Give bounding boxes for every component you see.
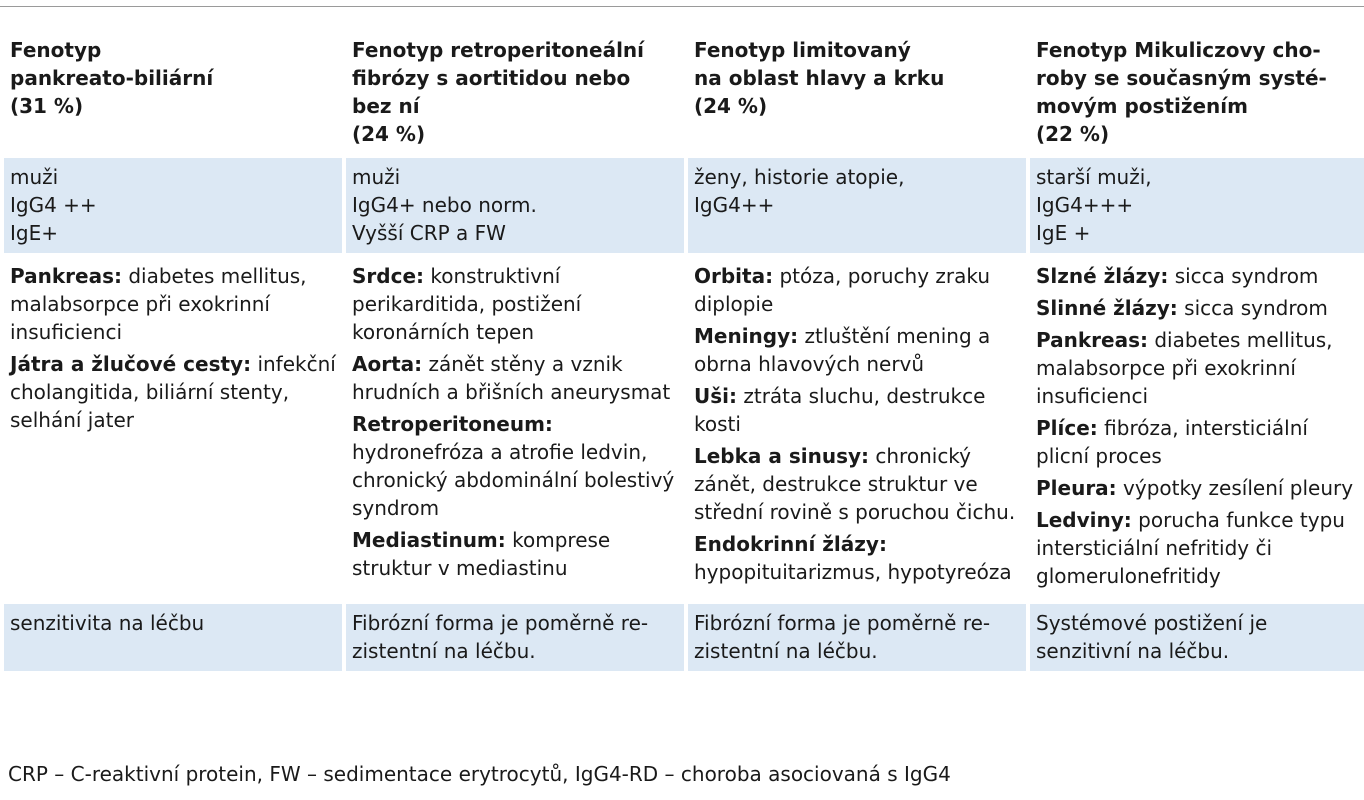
cell-line: muži <box>352 165 401 189</box>
organ-text: hypopituitarizmus, hypotyreóza <box>694 560 1012 584</box>
treatment-cell-4 <box>1030 604 1364 671</box>
organ-item <box>694 262 1020 318</box>
header-cell-4 <box>1030 26 1364 154</box>
header-line: Fenotyp limitovaný <box>694 38 911 62</box>
organs-cell-3 <box>688 257 1026 600</box>
organ-text: konstruktivní perikarditida, postižení koronárních tepen <box>352 264 582 344</box>
organ-term: Aorta: <box>352 352 423 376</box>
cell-line: starší muži, <box>1036 165 1152 189</box>
organ-item <box>1036 294 1362 322</box>
phenotype-table <box>0 22 1364 675</box>
cell-line: zistentní na léčbu. <box>694 639 878 663</box>
treatment-cell-3 <box>688 604 1026 671</box>
organ-item <box>1036 506 1362 590</box>
organ-item <box>694 530 1020 586</box>
cell-line: IgG4 ++ <box>10 193 97 217</box>
organ-text: ptóza, poruchy zraku diplopie <box>694 264 991 316</box>
organ-item <box>352 262 678 346</box>
organ-item <box>1036 326 1362 410</box>
cell-line: Systémové postižení je <box>1036 611 1268 635</box>
organ-term: Srdce: <box>352 264 425 288</box>
organ-text: výpotky zesílení pleury <box>1116 476 1354 500</box>
header-line: na oblast hlavy a krku <box>694 66 945 90</box>
cell-line: muži <box>10 165 59 189</box>
header-line: (31 %) <box>10 94 84 118</box>
organ-text: diabetes mellitus, malabsorpce při exokrinní insuficienci <box>10 264 307 344</box>
header-cell-2 <box>346 26 684 154</box>
organ-term: Ledviny: <box>1036 508 1132 532</box>
organ-term: Mediastinum: <box>352 528 506 552</box>
footnote: CRP – C-reaktivní protein, FW – sedimentace erytrocytů, IgG4-RD – choroba asociovaná s IgG4 <box>8 762 951 786</box>
header-line: Fenotyp Mikuliczovy cho- <box>1036 38 1321 62</box>
organ-item <box>352 526 678 582</box>
organ-item <box>10 262 336 346</box>
cell-line: Vyšší CRP a FW <box>352 221 506 245</box>
organ-text: infekční cholangitida, biliární stenty, selhání jater <box>10 352 336 432</box>
header-line: Fenotyp retroperitoneální <box>352 38 645 62</box>
organ-text: hydronefróza a atrofie ledvin, chronický abdominální bolestivý syndrom <box>352 440 675 520</box>
organ-text: ztluštění mening a obrna hlavových nervů <box>694 324 991 376</box>
organ-item <box>352 410 678 522</box>
organ-term: Slinné žlázy: <box>1036 296 1178 320</box>
cell-line: IgE + <box>1036 221 1091 245</box>
organ-term: Pleura: <box>1036 476 1117 500</box>
header-line: movým postižením <box>1036 94 1248 118</box>
demographics-cell-3 <box>688 158 1026 253</box>
organ-term: Pankreas: <box>10 264 122 288</box>
demographics-row <box>4 158 1364 253</box>
header-row <box>4 26 1364 154</box>
organ-text: sicca syndrom <box>1177 296 1328 320</box>
cell-line: Fibrózní forma je poměrně re- <box>694 611 991 635</box>
organ-term: Endokrinní žlázy: <box>694 532 887 556</box>
cell-line: IgG4++ <box>694 193 775 217</box>
demographics-cell-4 <box>1030 158 1364 253</box>
header-line: (22 %) <box>1036 122 1110 146</box>
organ-text: sicca syndrom <box>1168 264 1319 288</box>
organ-term: Orbita: <box>694 264 774 288</box>
organ-item <box>694 322 1020 378</box>
demographics-cell-2 <box>346 158 684 253</box>
organ-term: Pankreas: <box>1036 328 1148 352</box>
header-line: (24 %) <box>352 122 426 146</box>
header-cell-3 <box>688 26 1026 154</box>
organ-item <box>1036 262 1362 290</box>
organ-term: Meningy: <box>694 324 799 348</box>
header-line: roby se současným systé- <box>1036 66 1327 90</box>
organs-cell-4 <box>1030 257 1364 600</box>
organ-text: porucha funkce typu intersticiální nefritidy či glomerulonefritidy <box>1036 508 1345 588</box>
organ-item <box>694 382 1020 438</box>
organ-term: Retroperitoneum: <box>352 412 553 436</box>
organ-term: Játra a žlučové cesty: <box>10 352 252 376</box>
organ-text: diabetes mellitus, malabsorpce při exokrinní insuficienci <box>1036 328 1333 408</box>
organ-term: Slzné žlázy: <box>1036 264 1169 288</box>
organ-item <box>1036 474 1362 502</box>
organ-term: Plíce: <box>1036 416 1098 440</box>
treatment-cell-1 <box>4 604 342 671</box>
header-line: fibrózy s aortitidou nebo <box>352 66 631 90</box>
header-line: Fenotyp <box>10 38 102 62</box>
header-line: (24 %) <box>694 94 768 118</box>
demographics-cell-1 <box>4 158 342 253</box>
organ-text: ztráta sluchu, destrukce kosti <box>694 384 986 436</box>
treatment-cell-2 <box>346 604 684 671</box>
organ-text: komprese struktur v mediastinu <box>352 528 611 580</box>
organ-text: fibróza, intersticiální plicní proces <box>1036 416 1308 468</box>
cell-line: IgG4+++ <box>1036 193 1134 217</box>
top-rule <box>0 6 1364 7</box>
cell-line: zistentní na léčbu. <box>352 639 536 663</box>
organs-row <box>4 257 1364 600</box>
organ-term: Uši: <box>694 384 737 408</box>
cell-line: senzitivita na léčbu <box>10 611 205 635</box>
cell-line: Fibrózní forma je poměrně re- <box>352 611 649 635</box>
header-line: bez ní <box>352 94 420 118</box>
header-line: pankreato-biliární <box>10 66 214 90</box>
organ-item <box>352 350 678 406</box>
organs-cell-1 <box>4 257 342 600</box>
header-cell-1 <box>4 26 342 154</box>
organ-item <box>10 350 336 434</box>
organ-term: Lebka a sinusy: <box>694 444 870 468</box>
organ-item <box>1036 414 1362 470</box>
organ-item <box>694 442 1020 526</box>
cell-line: ženy, historie atopie, <box>694 165 905 189</box>
cell-line: IgE+ <box>10 221 58 245</box>
organ-text: zánět stěny a vznik hrudních a břišních aneurysmat <box>352 352 671 404</box>
organ-text: chronický zánět, destrukce struktur ve střední rovině s poruchou čichu. <box>694 444 1016 524</box>
organs-cell-2 <box>346 257 684 600</box>
treatment-row <box>4 604 1364 671</box>
cell-line: IgG4+ nebo norm. <box>352 193 537 217</box>
cell-line: senzitivní na léčbu. <box>1036 639 1230 663</box>
